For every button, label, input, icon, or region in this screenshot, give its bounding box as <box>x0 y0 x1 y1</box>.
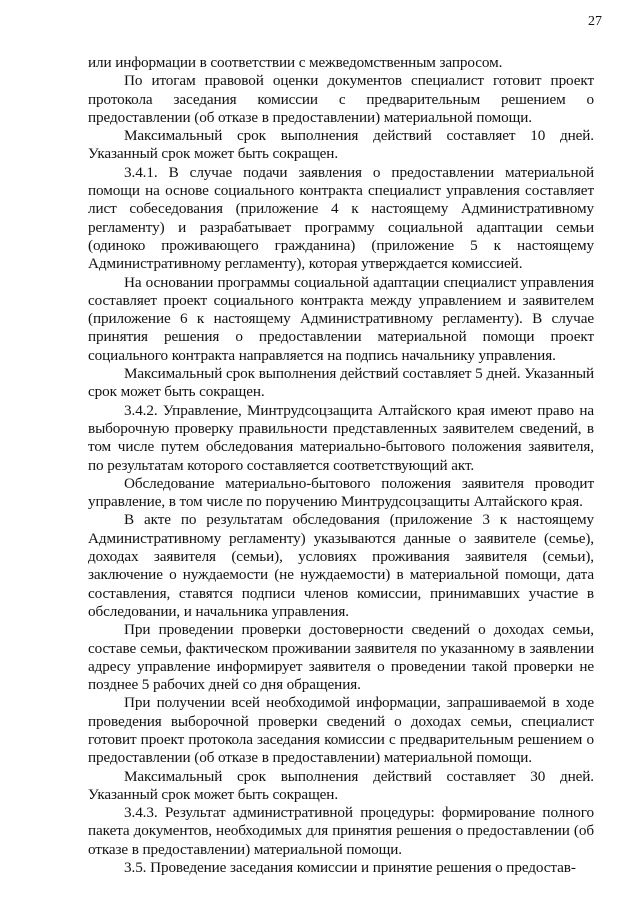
paragraph: При проведении проверки достоверности сведений о доходах семьи, составе семьи, фактическом проживании заявителя по указанному в заявлении адресу управление информирует заявителя о проведении такой проверки не позднее 5 рабочих дней со дня обращения. <box>88 621 594 694</box>
paragraph: 3.5. Проведение заседания комиссии и принятие решения о предостав- <box>124 859 576 877</box>
paragraph: или информации в соответствии с межведомственным запросом. <box>88 54 503 71</box>
paragraph: Обследование материально-бытового положения заявителя проводит управление, в том числе по поручению Минтрудсоцзащиты Алтайского края. <box>88 474 594 511</box>
paragraph: На основании программы социальной адаптации специалист управления составляет проект социального контракта между управлением и заявителем (приложение 6 к настоящему Административному регламенту). В случае принятия решения о предоставлении материальной помощи проект социального контракта направляется на подпись начальнику управления. <box>88 273 594 364</box>
paragraph: В акте по результатам обследования (приложение 3 к настоящему Административному регламенту) указываются данные о заявителе (семье), доходах заявителя (семьи), условиях проживания заявителя (семьи), заключение о нуждаемости (не нуждаемости) в материальной помощи, дата составления, ставятся подписи членов комиссии, принимавших участие в обследовании, и начальника управления. <box>88 511 594 620</box>
page-number: 27 <box>588 14 602 29</box>
paragraph: 3.4.1. В случае подачи заявления о предоставлении материальной помощи на основе социального контракта специалист управления составляет лист собеседования (приложение 4 к настоящему Административному регламенту) и разрабатывает программу социальной адаптации семьи (одиноко проживающего гражданина) (приложение 5 к настоящему Административному регламенту), которая утверждается комиссией. <box>88 163 594 273</box>
paragraph: Максимальный срок выполнения действий составляет 10 дней. Указанный срок может быть сокращен. <box>88 127 594 163</box>
paragraph: Максимальный срок выполнения действий составляет 30 дней. Указанный срок может быть сокращен. <box>88 767 594 803</box>
paragraph: По итогам правовой оценки документов специалист готовит проект протокола заседания комиссии с предварительным решением о предоставлении (об отказе в предоставлении) материальной помощи. <box>88 72 594 126</box>
document-body <box>88 54 594 877</box>
paragraph: Максимальный срок выполнения действий составляет 5 дней. Указанный срок может быть сокращен. <box>88 365 594 401</box>
paragraph: 3.4.2. Управление, Минтрудсоцзащита Алтайского края имеют право на выборочную проверку правильности представленных заявителем сведений, в том числе путем обследования материально-бытового положения заявителя, по результатам которого составляется соответствующий акт. <box>88 401 594 474</box>
paragraph: При получении всей необходимой информации, запрашиваемой в ходе проведения выборочной проверки сведений о доходах семьи, специалист готовит проект протокола заседания комиссии с предварительным решением о предоставлении (об отказе в предоставлении) материальной помощи. <box>88 694 594 767</box>
paragraph: 3.4.3. Результат административной процедуры: формирование полного пакета документов, необходимых для принятия решения о предоставлении (об отказе в предоставлении) материальной помощи. <box>88 804 594 858</box>
